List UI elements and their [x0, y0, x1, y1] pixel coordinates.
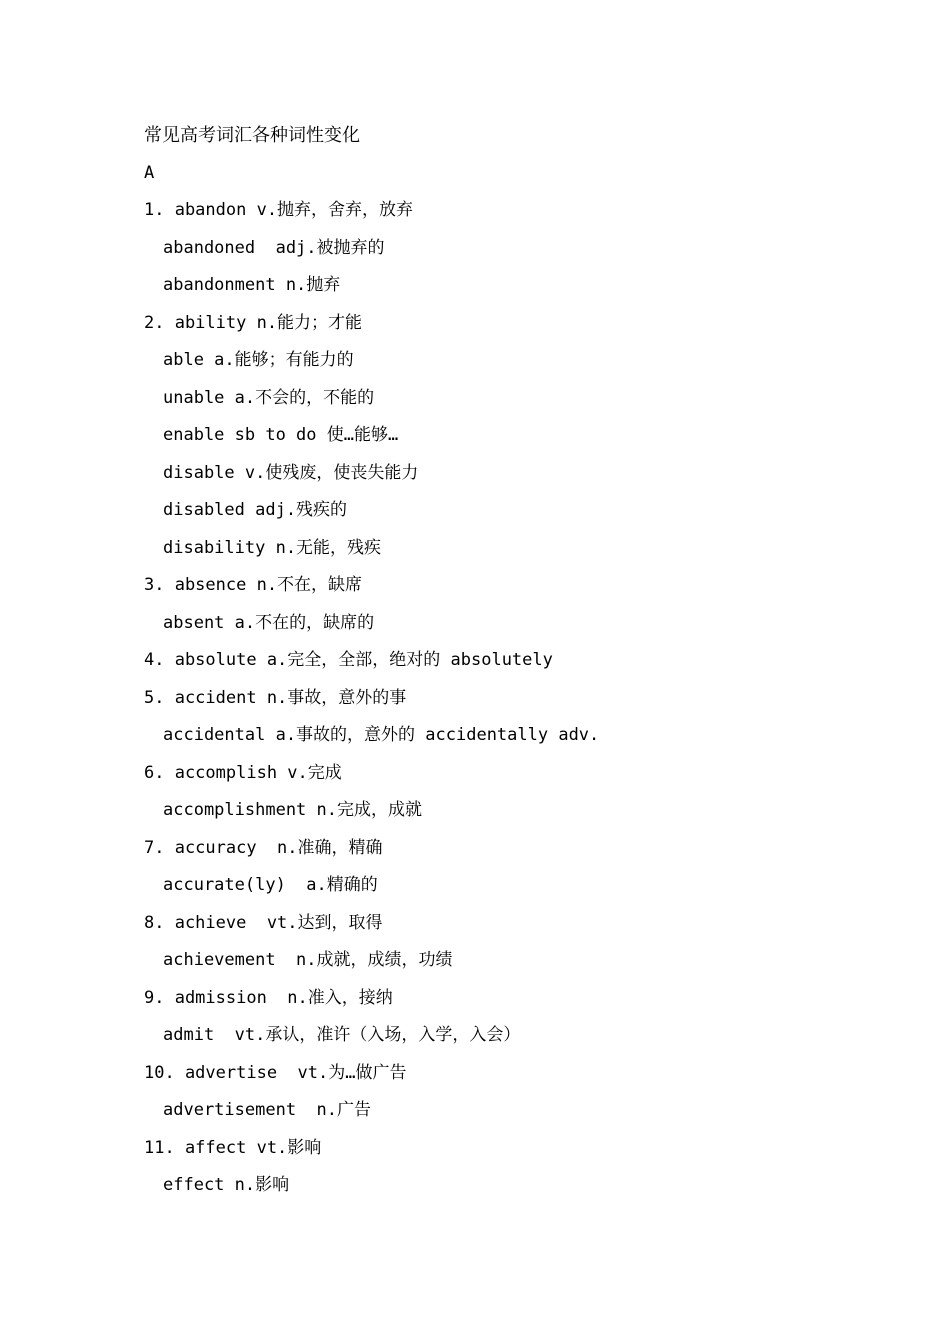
vocabulary-derivative: absent a.不在的，缺席的	[163, 612, 375, 633]
vocabulary-derivative: disabled adj.残疾的	[163, 500, 348, 520]
vocabulary-entry: 1. abandon v.抛弃，舍弃，放弃	[144, 200, 414, 220]
vocabulary-entry: 7. accuracy n.准确，精确	[144, 837, 383, 858]
vocabulary-entry: 3. absence n.不在，缺席	[144, 575, 363, 595]
vocabulary-entry: 4. absolute a.完全，全部，绝对的 absolutely	[144, 650, 553, 670]
vocabulary-entry: 9. admission n.准入，接纳	[144, 987, 393, 1008]
vocabulary-entry: 2. ability n.能力；才能	[144, 312, 363, 333]
vocabulary-derivative: advertisement n.广告	[163, 1100, 371, 1120]
vocabulary-entry: 11. affect vt.影响	[144, 1137, 322, 1158]
vocabulary-derivative: enable sb to do 使…能够…	[163, 425, 399, 445]
vocabulary-derivative: accomplishment n.完成，成就	[163, 800, 422, 820]
document-body	[144, 117, 904, 1205]
section-heading: A	[144, 162, 155, 183]
vocabulary-entry: 5. accident n.事故，意外的事	[144, 687, 407, 708]
vocabulary-derivative: abandonment n.抛弃	[163, 275, 341, 295]
vocabulary-derivative: admit vt.承认，准许（入场，入学，入会）	[163, 1025, 521, 1045]
vocabulary-derivative: accurate(ly) a.精确的	[163, 875, 378, 895]
vocabulary-derivative: disability n.无能，残疾	[163, 537, 382, 558]
vocabulary-entry: 6. accomplish v.完成	[144, 762, 342, 783]
vocabulary-derivative: disable v.使残废，使丧失能力	[163, 462, 419, 483]
vocabulary-derivative: achievement n.成就，成绩，功绩	[163, 950, 453, 970]
vocabulary-derivative: abandoned adj.被抛弃的	[163, 237, 385, 258]
vocabulary-entry: 10. advertise vt.为…做广告	[144, 1062, 407, 1083]
vocabulary-list	[144, 192, 904, 1205]
document-title: 常见高考词汇各种词性变化	[144, 125, 360, 146]
vocabulary-derivative: unable a.不会的，不能的	[163, 387, 375, 408]
vocabulary-derivative: accidental a.事故的，意外的 accidentally adv.	[163, 725, 600, 745]
vocabulary-derivative: able a.能够；有能力的	[163, 350, 354, 370]
vocabulary-entry: 8. achieve vt.达到，取得	[144, 912, 383, 933]
vocabulary-derivative: effect n.影响	[163, 1175, 290, 1195]
